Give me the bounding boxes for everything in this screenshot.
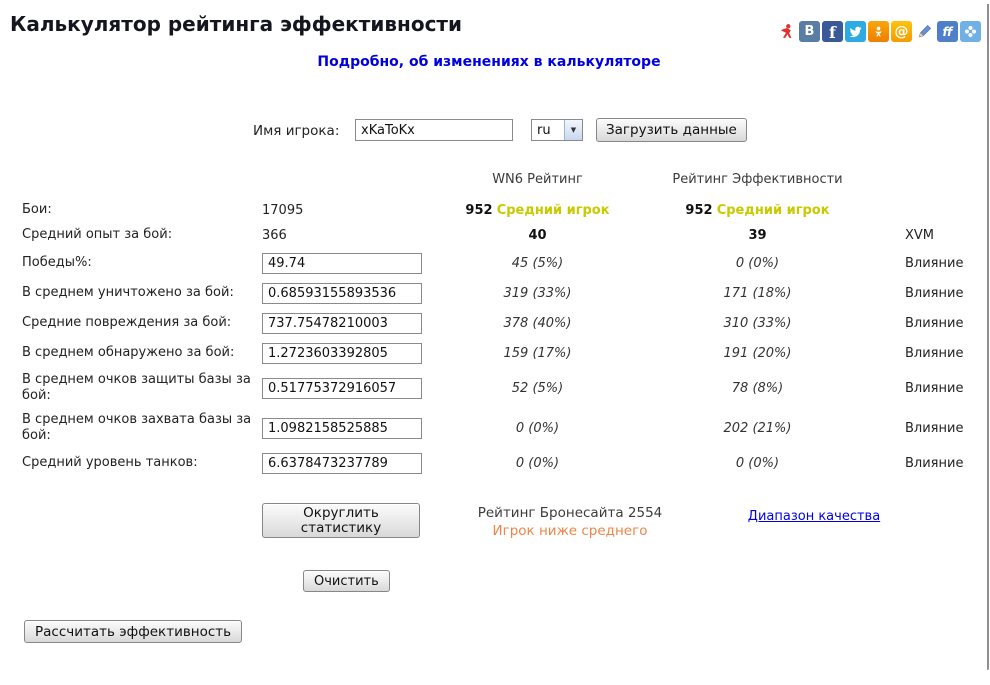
vk-icon[interactable]: В	[799, 21, 820, 42]
eff-value: 310 (33%)	[723, 315, 792, 331]
eff-value: 202 (21%)	[723, 420, 792, 436]
eff-value: 39	[748, 227, 767, 243]
stat-label: В среднем очков захвата базы за бой:	[22, 412, 252, 443]
eff-rating-summary: 952 Средний игрок	[685, 202, 830, 218]
table-row	[22, 248, 985, 278]
eff-value: 78 (8%)	[731, 380, 784, 396]
subtitle-row	[0, 51, 978, 70]
table-row	[22, 222, 985, 248]
stat-label: Средние повреждения за бой:	[22, 315, 232, 330]
stat-input-spotted[interactable]	[262, 343, 422, 364]
table-row	[22, 198, 985, 222]
mailru-icon[interactable]: @	[891, 21, 912, 42]
stat-input-capture[interactable]	[262, 418, 422, 439]
wn6-value: 0 (0%)	[515, 420, 560, 436]
round-stats-button[interactable]: Округлить статистику	[262, 503, 420, 538]
stat-input-wins[interactable]	[262, 253, 422, 274]
wn6-value: 319 (33%)	[503, 285, 572, 301]
wn6-value: 40	[528, 227, 547, 243]
stat-input-defense[interactable]	[262, 378, 422, 399]
stat-label: В среднем обнаружено за бой:	[22, 345, 235, 360]
table-row	[22, 408, 985, 448]
stat-value: 366	[262, 227, 287, 243]
stats-table	[22, 172, 985, 478]
stat-input-tier[interactable]	[262, 453, 422, 474]
stat-input-damage[interactable]	[262, 313, 422, 334]
chevron-down-icon: ▼	[564, 120, 582, 140]
server-select-value: ru	[537, 123, 551, 138]
wn6-value: 159 (17%)	[503, 345, 572, 361]
services-icon[interactable]	[960, 21, 981, 42]
table-row	[22, 308, 985, 338]
influence-label: Влияние	[905, 420, 964, 436]
xvm-label: XVM	[905, 227, 935, 243]
eff-player-class: Средний игрок	[716, 202, 830, 218]
changes-link[interactable]: Подробно, об изменениях в калькуляторе	[317, 54, 661, 70]
site-rating-text: Рейтинг Бронесайта 2554	[477, 505, 663, 521]
window-right-border	[987, 4, 989, 670]
wn6-value: 45 (5%)	[511, 255, 564, 271]
facebook-icon[interactable]: f	[822, 21, 843, 42]
share-toolbar	[776, 21, 981, 42]
wn6-value: 0 (0%)	[515, 455, 560, 471]
eff-column-header: Рейтинг Эффективности	[672, 172, 843, 187]
wn6-player-class: Средний игрок	[496, 202, 610, 218]
stat-label: Средний опыт за бой:	[22, 227, 173, 242]
stat-label: Бои:	[22, 202, 52, 217]
stat-value: 17095	[262, 202, 304, 218]
table-row	[22, 278, 985, 308]
eff-value: 0 (0%)	[735, 455, 780, 471]
friendfeed-icon[interactable]: ff	[937, 21, 958, 42]
table-header-row	[22, 172, 985, 198]
stat-label: В среднем очков защиты базы за бой:	[22, 372, 251, 403]
server-select[interactable]	[531, 119, 583, 141]
stat-input-frags[interactable]	[262, 283, 422, 304]
influence-label: Влияние	[905, 455, 964, 471]
influence-label: Влияние	[905, 285, 964, 301]
table-row	[22, 338, 985, 368]
stat-label: Средний уровень танков:	[22, 455, 198, 470]
pencil-icon[interactable]	[914, 21, 935, 42]
stat-label: В среднем уничтожено за бой:	[22, 285, 234, 300]
player-name-label: Имя игрока:	[253, 123, 340, 139]
page-title: Калькулятор рейтинга эффективности	[10, 12, 463, 36]
stat-label: Победы%:	[22, 255, 92, 270]
player-class-status: Игрок ниже среднего	[492, 523, 648, 539]
influence-label: Влияние	[905, 315, 964, 331]
load-data-button[interactable]: Загрузить данные	[596, 118, 747, 142]
wn6-column-header: WN6 Рейтинг	[492, 172, 583, 187]
wn6-value: 52 (5%)	[511, 380, 564, 396]
eff-value: 0 (0%)	[735, 255, 780, 271]
influence-label: Влияние	[905, 345, 964, 361]
eff-value: 171 (18%)	[723, 285, 792, 301]
twitter-icon[interactable]	[845, 21, 866, 42]
table-row	[22, 368, 985, 408]
calculate-button[interactable]: Рассчитать эффективность	[24, 620, 242, 643]
quality-link-wrap	[700, 505, 928, 524]
eff-value: 191 (20%)	[723, 345, 792, 361]
wn6-rating-summary: 952 Средний игрок	[465, 202, 610, 218]
wn6-value: 378 (40%)	[503, 315, 572, 331]
person-icon[interactable]	[776, 21, 797, 42]
odnoklassniki-icon[interactable]	[868, 21, 889, 42]
quality-range-link[interactable]: Диапазон качества	[747, 509, 881, 524]
clear-button[interactable]: Очистить	[303, 570, 390, 592]
influence-label: Влияние	[905, 255, 964, 271]
player-name-input[interactable]	[355, 119, 513, 141]
influence-label: Влияние	[905, 380, 964, 396]
table-row	[22, 448, 985, 478]
